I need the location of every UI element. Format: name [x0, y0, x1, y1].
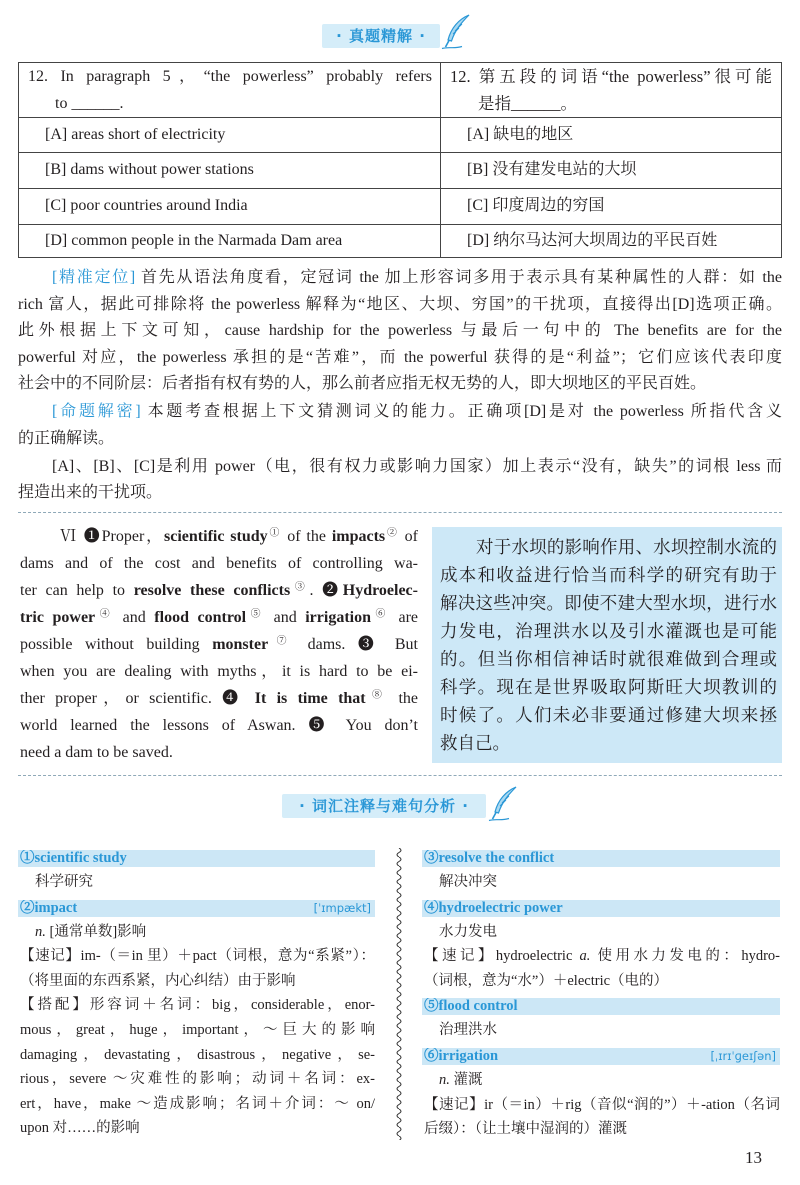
footnote-marker: ② [385, 527, 399, 539]
text-line [440, 562, 777, 590]
footnote-marker: ⑧ [365, 689, 389, 701]
vocab-meaning [422, 867, 780, 895]
bold-term: flood control [154, 609, 247, 626]
text-run: possible without building [20, 636, 213, 653]
text-run: [通常单数]影响 [45, 923, 147, 940]
vocab-meaning [18, 867, 375, 895]
text-line [18, 1092, 375, 1117]
text-run: of [398, 528, 418, 545]
text-run: upon 对……的影响 [20, 1120, 140, 1137]
option-b-zh: [B] 没有建发电站的大坝 [467, 161, 637, 178]
bold-term: irrigation [305, 609, 371, 626]
vocab-term: hydroelectric power [438, 899, 563, 916]
italic-abbreviation: n. [439, 1071, 450, 1088]
vocab-meaning [422, 917, 780, 945]
footnote-marker: ⑤ [246, 608, 266, 620]
text-run: dams and of the cost and benefits of controlling wa- [20, 555, 418, 572]
text-run: 救自己。 [440, 734, 510, 754]
bold-term: monster [212, 636, 269, 653]
vocab-column-right [422, 850, 780, 1147]
vocab-entry [422, 900, 780, 994]
text-line [422, 870, 780, 895]
text-line [18, 371, 782, 398]
table-column-divider [440, 62, 441, 258]
text-run: ert，have，make ～造成影响；名词＋介词：～ on/ [20, 1095, 375, 1112]
vocab-entry [18, 900, 375, 1141]
text-run: 首先从语法角度看，定冠词 the 加上形容词多用于表示具有某种属性的人群：如 the [135, 269, 782, 286]
vocab-number: ⑤ [424, 998, 439, 1015]
text-line [422, 920, 780, 945]
text-run: 【速记】hydroelectric [424, 948, 580, 965]
text-run: 社会中的不同阶层：后者指有权有势的人，那么前者应指无权无势的人，即大坝地区的平民百姓。 [18, 375, 707, 392]
option-d-en: [D] common people in the Narmada Dam area [45, 232, 343, 249]
text-line [20, 631, 418, 658]
text-line [20, 577, 418, 604]
text-run: （将里面的东西系紧，内心纠结）由于影响 [20, 972, 296, 989]
passage-translation [440, 534, 777, 758]
text-run: are [389, 609, 418, 626]
text-run: and [265, 609, 306, 626]
text-line [450, 63, 772, 90]
vocab-number: ③ [424, 850, 439, 866]
text-run: 12. 第五段的词语“the powerless”很可能 [450, 67, 772, 86]
vocab-mnemonic-note [422, 944, 780, 993]
text-line [20, 658, 418, 685]
text-line [18, 944, 375, 969]
vocab-mnemonic-note [18, 944, 375, 993]
text-line [450, 90, 772, 117]
text-run: 的。但当你相信神话时就很难做到合理或 [440, 650, 777, 670]
vocab-term: flood control [438, 998, 518, 1015]
option-c-zh: [C] 印度周边的穷国 [467, 197, 605, 214]
text-line [18, 345, 782, 372]
passage-english [20, 523, 418, 766]
text-run: 使用水力发电的：hydro- [590, 948, 780, 965]
vocab-number: ② [20, 899, 35, 916]
text-line [18, 318, 782, 345]
text-line [18, 1043, 375, 1068]
vocab-mnemonic-note [422, 1093, 780, 1142]
text-line [18, 870, 375, 895]
text-line [440, 646, 777, 674]
text-line [20, 604, 418, 631]
text-run: 力发电，治理洪水以及引水灌溉也是可能 [440, 622, 777, 642]
footnote-marker: ⑦ [268, 635, 296, 647]
footnote-marker: ④ [95, 608, 115, 620]
text-run: 此外根据上下文可知，cause hardship for the powerless 与最后一句中的 The benefits are for the [18, 322, 782, 339]
text-line [422, 1117, 780, 1142]
vocab-entry [422, 998, 780, 1043]
text-line [18, 480, 782, 507]
text-line [440, 730, 777, 758]
text-line [18, 399, 782, 426]
text-run: world learned the lessons of Aswan. ❺ You don’t [20, 717, 418, 734]
section-divider [18, 775, 782, 776]
text-run: 解决这些冲突。即使不建大型水坝，进行水 [440, 594, 777, 614]
text-run: 【速记】ir（＝in）＋rig（音似“润的”）＋-ation（名词 [424, 1096, 780, 1113]
vocab-meaning [422, 1015, 780, 1043]
text-line [422, 1093, 780, 1118]
text-run: 对于水坝的影响作用、水坝控制水流的 [476, 538, 777, 558]
text-line [440, 674, 777, 702]
text-run: 科学研究 [35, 874, 93, 890]
text-run: 的正确解读。 [18, 429, 115, 447]
text-line [28, 63, 432, 90]
text-run: 12. In paragraph 5，“the powerless” probably refers [28, 68, 432, 85]
text-line [18, 292, 782, 319]
text-run: powerful 对应，the powerless 承担的是“苦难”，而 the powerful 获得的是“利益”；它们应该代表印度 [18, 348, 782, 366]
vocab-term-bar [18, 850, 375, 867]
vocab-term-bar [18, 900, 375, 917]
vocab-phonetic: [ˌɪrɪˈɡeɪʃən] [710, 1048, 776, 1063]
question-stem-en [28, 63, 432, 117]
question-stem-zh [450, 63, 772, 117]
italic-abbreviation: n. [35, 923, 46, 940]
text-line [440, 702, 777, 730]
text-line [422, 944, 780, 969]
pen-icon [488, 786, 518, 822]
bold-term: impacts [331, 528, 386, 545]
text-line [422, 969, 780, 994]
text-run: 是指______。 [478, 94, 577, 113]
option-b-en: [B] dams without power stations [45, 161, 254, 178]
vocab-phonetic: [ˈɪmpækt] [313, 900, 371, 915]
text-line [20, 550, 418, 577]
text-run: damaging，devastating，disastrous，negative，se- [20, 1046, 375, 1063]
text-line [20, 739, 418, 766]
text-run: 成本和收益进行恰当而科学的研究有助于 [440, 566, 777, 586]
footnote-marker: ⑥ [370, 608, 390, 620]
text-line [18, 920, 375, 945]
vocab-number: ④ [424, 899, 439, 916]
text-run: 后缀）：（让土壤中湿润的）灌溉 [424, 1121, 627, 1138]
vocab-term: scientific study [34, 850, 127, 866]
text-line [28, 90, 432, 117]
vocab-number: ① [20, 850, 35, 866]
bold-term: Hydroelec- [342, 582, 418, 599]
vocab-column-left [18, 850, 375, 1146]
text-run: dams. ❸ But [295, 636, 418, 653]
text-line [18, 1067, 375, 1092]
text-line [18, 265, 782, 292]
vocab-meaning [18, 917, 375, 945]
vocab-meaning [422, 1065, 780, 1093]
text-line [422, 1018, 780, 1043]
section-label: [精准定位] [52, 269, 136, 286]
vocab-term-bar [422, 998, 780, 1015]
bold-term: It is time that [254, 690, 366, 707]
text-run: 时候了。人们未必非要通过修建大坝来拯 [440, 706, 777, 726]
text-run: 灌溉 [449, 1071, 483, 1088]
text-run: [A]、[B]、[C]是利用 power（电，很有权力或影响力国家）加上表示“没有，缺失”的词根 less 而 [52, 457, 782, 475]
vocab-entry [18, 850, 375, 895]
option-a-zh: [A] 缺电的地区 [467, 126, 574, 143]
text-run: ❶Proper， [83, 528, 165, 545]
text-run: need a dam to be saved. [20, 744, 173, 761]
text-run: Ⅵ [60, 528, 84, 545]
text-run: 【搭配】形容词＋名词：big，considerable，enor- [20, 997, 375, 1014]
vocab-term-bar [422, 1048, 780, 1065]
text-line [18, 426, 782, 453]
text-run: 解决冲突 [439, 874, 497, 890]
option-a-en: [A] areas short of electricity [45, 126, 226, 143]
text-run: 水力发电 [439, 923, 497, 940]
text-run: 科学。现在是世界吸取阿斯旺大坝教训的 [440, 678, 777, 698]
text-line [440, 618, 777, 646]
text-line [18, 1116, 375, 1141]
bold-term: resolve these conflicts [133, 582, 291, 599]
text-line [18, 454, 782, 481]
analysis-locate-paragraph [18, 265, 782, 398]
section-header-answer-analysis: · 真题精解 · [322, 24, 440, 48]
page-number: 13 [745, 1148, 762, 1167]
option-c-en: [C] poor countries around India [45, 197, 248, 214]
analysis-decode-paragraph [18, 399, 782, 452]
footnote-marker: ③ [290, 581, 310, 593]
text-run: mous，great，huge，important，～巨大的影响 [20, 1021, 375, 1038]
text-run: ter can help to [20, 582, 134, 599]
vocab-term: impact [34, 899, 78, 916]
vocab-collocation-note [18, 993, 375, 1141]
text-line [18, 993, 375, 1018]
vocab-number: ⑥ [424, 1047, 439, 1064]
section-label: [命题解密] [52, 403, 141, 420]
vocab-term: resolve the conflict [438, 850, 555, 866]
text-run: 【速记】im-（＝in 里）＋pact（词根，意为“系紧”）： [20, 948, 375, 965]
vocab-term-bar [422, 850, 780, 867]
vocab-term: irrigation [438, 1047, 499, 1064]
text-line [422, 1068, 780, 1093]
text-line [20, 523, 418, 550]
bold-term: tric power [20, 609, 96, 626]
text-line [440, 590, 777, 618]
text-run: the [388, 690, 418, 707]
text-run: . ❷ [309, 582, 343, 599]
text-line [18, 969, 375, 994]
bold-term: scientific study [164, 528, 268, 545]
pen-icon [441, 14, 471, 50]
text-run: ther proper，or scientific. ❹ [20, 690, 255, 707]
text-line [20, 712, 418, 739]
section-header-vocab-analysis: · 词汇注释与难句分析 · [282, 794, 486, 818]
analysis-distractor-paragraph [18, 454, 782, 507]
text-run: of the [281, 528, 332, 545]
footnote-marker: ① [267, 527, 282, 539]
text-run: and [114, 609, 155, 626]
text-run: 治理洪水 [439, 1022, 497, 1039]
vocab-term-bar [422, 900, 780, 917]
text-line [18, 1018, 375, 1043]
text-run: to ______. [55, 95, 124, 112]
wavy-column-divider [393, 848, 405, 1140]
section-divider [18, 512, 782, 513]
text-line [440, 534, 777, 562]
text-run: rich 富人，据此可排除将 the powerless 解释为“地区、大坝、穷国”的干扰项，直接得出[D]选项正确。 [18, 295, 782, 313]
italic-abbreviation: a. [579, 948, 591, 965]
option-d-zh: [D] 纳尔马达河大坝周边的平民百姓 [467, 232, 718, 249]
text-run: rious，severe ～灾难性的影响；动词＋名词：ex- [20, 1071, 375, 1088]
text-run: 捏造出来的干扰项。 [18, 484, 163, 501]
text-run: （词根，意为“水”）＋electric（电的） [424, 972, 669, 989]
text-line [20, 685, 418, 712]
vocab-entry [422, 850, 780, 895]
text-run: 本题考查根据上下文猜测词义的能力。正确项[D]是对 the powerless 所指代含义 [140, 403, 782, 420]
vocab-entry [422, 1048, 780, 1142]
text-run: when you are dealing with myths，it is hard to be ei- [20, 663, 418, 680]
